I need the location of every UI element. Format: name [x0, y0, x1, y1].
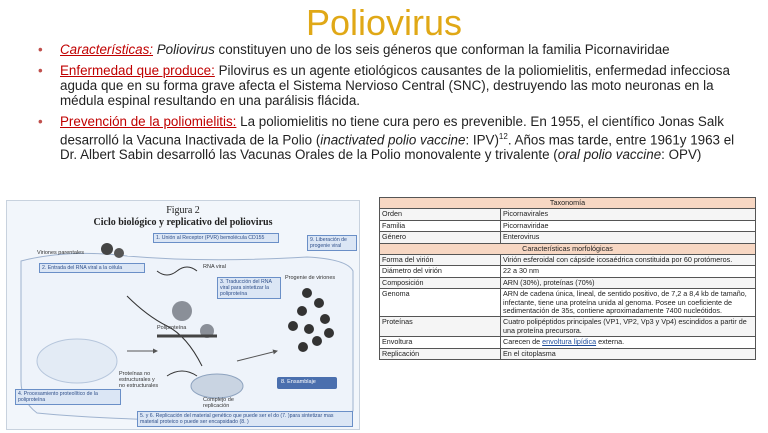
bullet-italic: oral polio vaccine	[557, 147, 662, 163]
table-key: Orden	[380, 209, 501, 220]
table-key: Diámetro del virión	[380, 266, 501, 277]
figure-title: Figura 2	[166, 205, 200, 216]
text: Carecen de	[503, 337, 543, 347]
table-key: Forma del virión	[380, 255, 501, 266]
bullet-label: Prevención de la poliomielitis:	[60, 114, 237, 129]
bullet-italic: inactivated polio vaccine	[320, 132, 466, 148]
table-value	[501, 337, 756, 348]
step1-label: 1. Unión al Receptor (PVR) bemolécula CD155	[153, 233, 279, 243]
bullet-text: : IPV)	[465, 132, 499, 148]
table-key: Envoltura	[380, 337, 501, 348]
table-row	[380, 317, 756, 337]
table-row	[380, 277, 756, 288]
rna-label: RNA viral	[203, 264, 226, 270]
step9-label: 9. Liberación de progenie viral	[307, 235, 357, 251]
table-key: Género	[380, 232, 501, 243]
step2-label: 2. Entrada del RNA viral a la célula	[39, 263, 145, 273]
progeny-label: Progenie de viriones	[285, 275, 336, 281]
step3-label: 3. Traducción del RNA viral para sintetizar la poliproteína	[217, 277, 281, 299]
table-row	[380, 337, 756, 348]
step8-label: 8. Ensamblaje	[281, 379, 316, 385]
bullet-text: : OPV)	[661, 147, 702, 163]
bullet-label: Enfermedad que produce:	[60, 63, 215, 78]
table-value: 22 a 30 nm	[501, 266, 756, 277]
table-row	[380, 232, 756, 243]
table-key: Genoma	[380, 289, 501, 317]
parental-label: Viriones parentales	[37, 250, 84, 256]
bullet-dot-icon: •	[38, 63, 43, 78]
table-row	[380, 220, 756, 231]
table-key: Replicación	[380, 348, 501, 359]
table-key: Familia	[380, 220, 501, 231]
complex-label: Complejo de replicación	[203, 397, 234, 409]
lifecycle-figure	[6, 200, 360, 430]
text: externa.	[596, 337, 625, 347]
bullet-text: constituyen uno de los seis géneros que conforman la familia Picornaviridae	[214, 42, 670, 57]
table-row	[380, 348, 756, 359]
table-key: Composición	[380, 277, 501, 288]
bullet-dot-icon: •	[38, 42, 43, 57]
bullet-enfermedad	[38, 63, 754, 108]
bullet-text: . Años mas tarde, entre 1961y 1963 el Dr. Albert Sabin desarrolló las Vacunas Orales de la Polio monovalente y trivalente (	[60, 132, 735, 163]
figure-subtitle: Ciclo biológico y replicativo del poliovirus	[93, 217, 273, 228]
table-row	[380, 266, 756, 277]
table-row	[380, 289, 756, 317]
step56-label: 5. y 6. Replicación del material genético que puede ser el do (7. )para sintetizar mas material proteico o puede ser encapsidado (8. )	[137, 411, 353, 427]
table-section-header: Taxonomía	[380, 198, 756, 209]
table-value: ARN (30%), proteínas (70%)	[501, 277, 756, 288]
polyprotein-label: Poliproteína	[157, 325, 187, 331]
bullet-text: Pilovirus es un agente etiológicos causantes de la poliomielitis, enfermedad infecciosa aguda que en su forma grave afecta el Sistema Nervioso Central (SNC), destruyendo las moto neuronas en la médula espinal resultando en una parálisis flácida.	[60, 63, 730, 108]
taxonomy-table	[379, 197, 756, 360]
bullet-prevencion	[38, 114, 754, 162]
slide-title: Poliovirus	[305, 2, 463, 43]
step4-label: 4. Procesamiento proteolítico de la poliproteína	[15, 389, 121, 405]
envoltura-link[interactable]: envoltura lipídica	[542, 337, 597, 347]
table-value: Cuatro polipéptidos principales (VP1, VP2, Vp3 y Vp4) escindidos a partir de una proteína precursora.	[501, 317, 756, 337]
table-row	[380, 255, 756, 266]
table-value: Picornaviridae	[501, 220, 756, 231]
bullet-label: Características:	[60, 42, 154, 57]
bullet-italic: Poliovirus	[156, 42, 215, 57]
bullet-caracteristicas	[38, 42, 754, 57]
table-section-header: Características morfológicas	[380, 243, 756, 254]
bullet-list	[38, 42, 754, 168]
table-value: Virión esferoidal con cápside icosaédrica constituida por 60 protómeros.	[501, 255, 756, 266]
table-row	[380, 209, 756, 220]
proteins-label: Proteínas no estructurales y no estructurales	[119, 371, 159, 389]
table-key: Proteínas	[380, 317, 501, 337]
table-value: Picornavirales	[501, 209, 756, 220]
table-value: Enterovirus	[501, 232, 756, 243]
table-value: En el citoplasma	[501, 348, 756, 359]
bullet-dot-icon: •	[38, 114, 43, 129]
table-value: ARN de cadena única, lineal, de sentido positivo, de 7,2 a 8,4 kb de tamaño, infectante, tiene una proteína unida al genoma. Posee un coeficiente de sedimentación de 35s, contiene aproximadamente 7400 nucleótidos.	[501, 289, 756, 317]
reference-sup: 12	[498, 132, 508, 141]
bullet-text: La poliomielitis no tiene cura pero es prevenible. En 1955, el científico Jonas Salk desarrolló la Vacuna Inactivada de la Polio (	[60, 114, 724, 148]
